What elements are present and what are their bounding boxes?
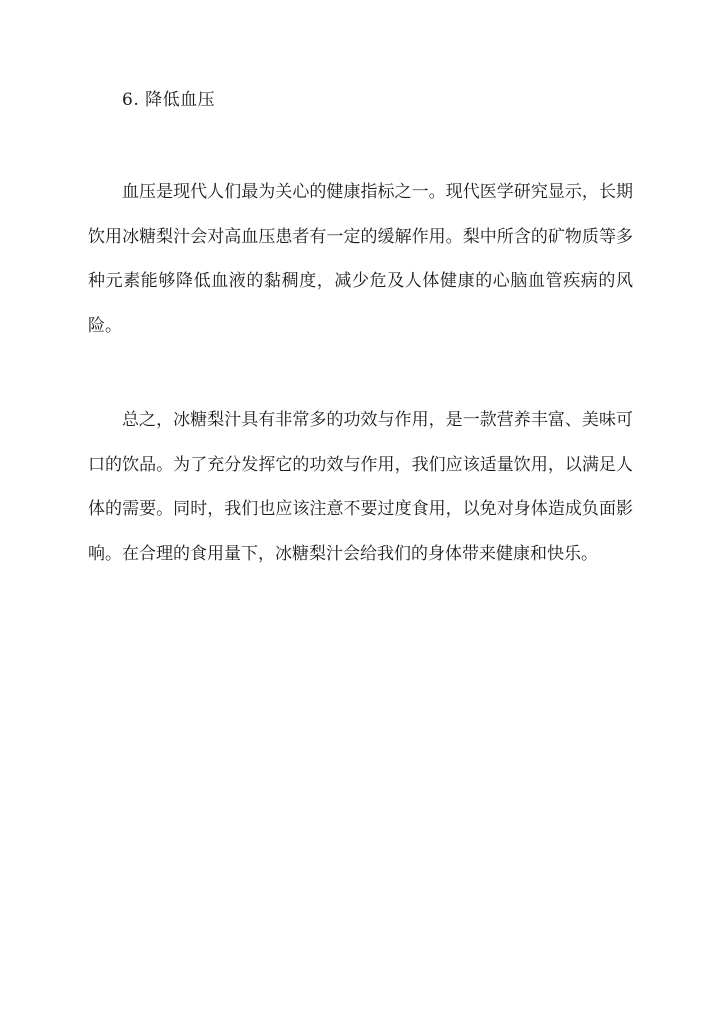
paragraph-blood-pressure: 血压是现代人们最为关心的健康指标之一。现代医学研究显示，长期饮用冰糖梨汁会对高血压患者有一定的缓解作用。梨中所含的矿物质等多种元素能够降低血液的黏稠度，减少危及人体健康的心脑血管疾病的风险。 (88, 182, 633, 336)
paragraph-conclusion: 总之，冰糖梨汁具有非常多的功效与作用，是一款营养丰富、美味可口的饮品。为了充分发挥它的功效与作用，我们应该适量饮用，以满足人体的需要。同时，我们也应该注意不要过度食用，以免对身体造成负面影响。在合理的食用量下，冰糖梨汁会给我们的身体带来健康和快乐。 (88, 410, 633, 564)
section-heading: 6. 降低血压 (122, 90, 216, 110)
